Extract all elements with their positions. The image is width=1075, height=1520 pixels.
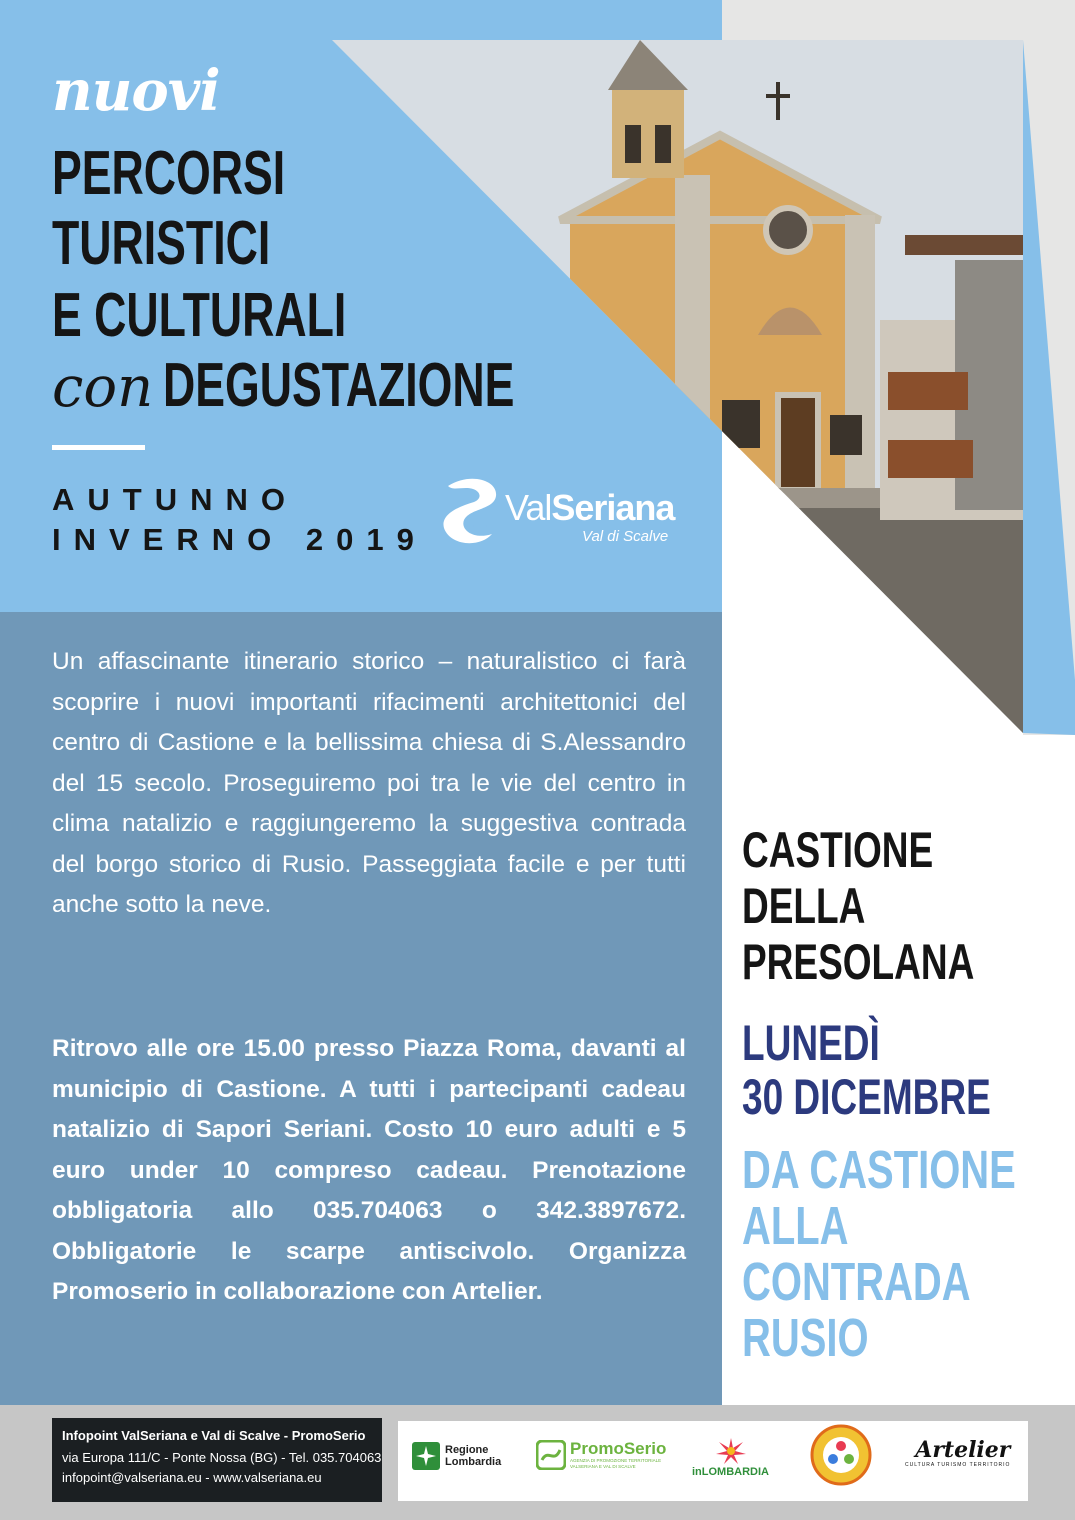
title-nuovi: nuovi: [52, 58, 220, 124]
description-paragraph: Un affascinante itinerario storico – naturalistico ci farà scoprire i nuovi importanti rifacimenti architettonici del centro di Castione e la bellissima chiesa di S.Alessandro del 15 secolo. Proseguiremo poi tra le vie del centro in clima natalizio e raggiungeremo la suggestiva contrada del borgo storico di Rusio. Passeggiata facile e per tutti anche sotto la neve.: [52, 648, 686, 918]
divider-line: [52, 445, 145, 450]
artelier-logo: [905, 1438, 1010, 1468]
title-degustazione: DEGUSTAZIONE: [163, 351, 515, 420]
artelier-subtitle: CULTURA TURISMO TERRITORIO: [905, 1462, 1011, 1468]
infopoint-title: Infopoint ValSeriana e Val di Scalve - PromoSerio: [62, 1428, 366, 1443]
promoserio-logo: [536, 1440, 666, 1470]
logo-subtitle: Val di Scalve: [582, 528, 669, 545]
regione-lombardia-logo: [412, 1442, 501, 1470]
event-place: CASTIONE DELLA PRESOLANA: [742, 822, 975, 990]
logo-name-bold: Seriana: [551, 487, 675, 528]
promoserio-label: PromoSerio: [570, 1439, 667, 1458]
logo-wordmark: [505, 487, 674, 529]
details-paragraph: Ritrovo alle ore 15.00 presso Piazza Roma, davanti al municipio di Castione. A tutti i partecipanti cadeau natalizio di Sapori Seriani. Costo 10 euro adulti e 5 euro under 10 compreso cadeau. Prenotazione obbligatoria allo 035.704063 o 342.3897672. Obbligatorie le scarpe antiscivolo. Organizza Promoserio in collaborazione con Artelier.: [52, 1035, 686, 1305]
title-line-turistici: TURISTICI: [52, 209, 271, 278]
regione-lombardia-icon: [412, 1442, 440, 1470]
season-line-2: INVERNO 2019: [52, 522, 427, 557]
inlombardia-label: inLOMBARDIA: [692, 1466, 769, 1478]
inlombardia-logo: [692, 1436, 769, 1478]
event-date: LUNEDÌ 30 DICEMBRE: [742, 1015, 991, 1125]
season-line-1: AUTUNNO: [52, 482, 298, 517]
artelier-label: Artelier: [915, 1437, 1011, 1463]
infopoint-address: via Europa 111/C - Ponte Nossa (BG) - Tel. 035.704063: [62, 1450, 382, 1465]
round-seal-logo-icon: [810, 1424, 872, 1486]
title-line-degustazione: [52, 350, 651, 421]
regione-lombardia-label: Regione Lombardia: [445, 1444, 502, 1468]
promoserio-icon: [536, 1440, 566, 1470]
logo-name-light: Val: [505, 487, 552, 528]
infopoint-contacts: infopoint@valseriana.eu - www.valseriana.eu: [62, 1470, 322, 1485]
title-con: con: [52, 355, 154, 420]
promoserio-subtitle: AGENZIA DI PROMOZIONE TERRITORIALE VALSERIANA E VAL DI SCALVE: [570, 1458, 662, 1469]
title-line-percorsi: PERCORSI: [52, 139, 286, 208]
title-line-culturali: E CULTURALI: [52, 281, 347, 350]
inlombardia-icon: [714, 1436, 748, 1466]
event-route: DA CASTIONE ALLA CONTRADA RUSIO: [742, 1140, 1016, 1368]
